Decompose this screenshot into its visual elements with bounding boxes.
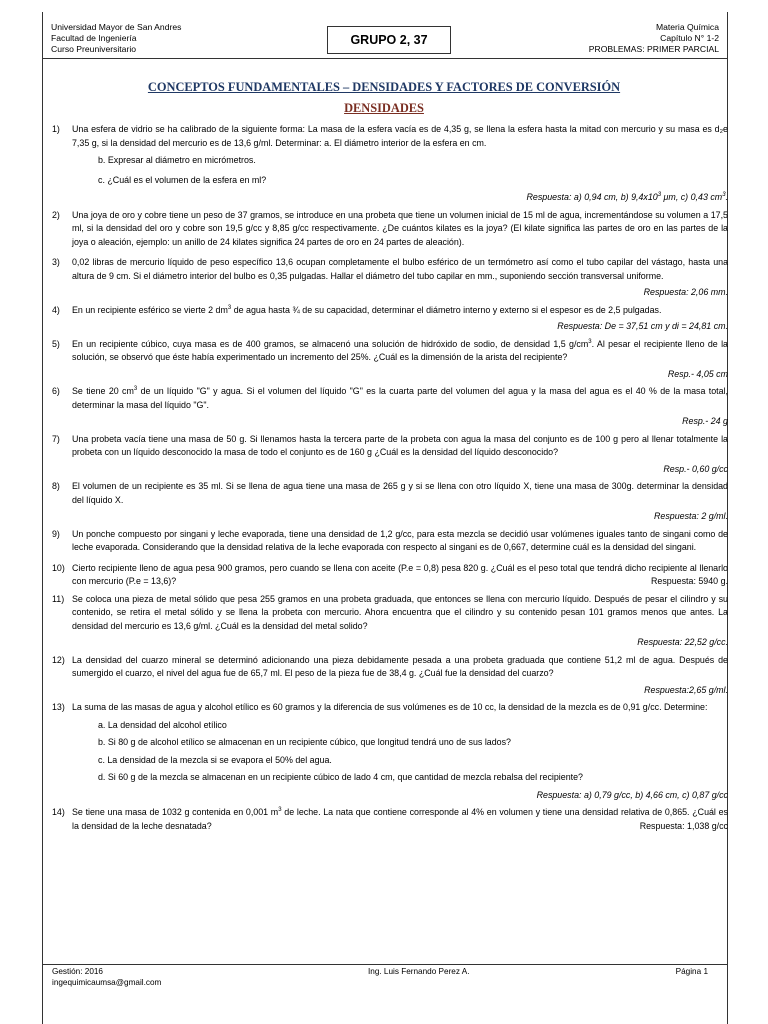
problem-number: 13) [52,702,65,712]
footer-page-number: Página 1 [675,967,708,976]
problem-5-answer: Resp.- 4,05 cm [667,368,728,379]
problem-13 [52,701,728,715]
footer-author: Ing. Luis Fernando Perez A. [368,967,470,976]
footer-email: ingequimicaumsa@gmail.com [52,977,162,987]
problem-9 [52,528,728,555]
problem-number: 7) [52,433,60,444]
problem-text: La suma de las masas de agua y alcohol etílico es 60 gramos y la diferencia de sus volúmenes es de 10 cc, la densidad de la mezcla es de 0,91 g/cc. Determine: [72,702,708,712]
problem-3-answer: Respuesta: 2,06 mm. [643,287,728,297]
problem-4: 4) En un recipiente esférico se vierte 2 $dm^3$ de agua hasta ¾ de su capacidad, determinar el diámetro interno y externo si el espesor es de 2,5 pulgadas. [52,304,728,318]
problem-12 [52,654,728,681]
problem-text: La densidad del cuarzo mineral se determinó adicionando una pieza debidamente pesada a una probeta graduada que contiene 51,2 ml de agua. Después de sumergido el cuarzo, el nivel del agua fue de 65,7 ml. El peso de la pieza fue de 38,4 g. ¿Cuál fue la densidad del cuarzo? [72,654,728,678]
problem-number: 10) [52,562,65,573]
problem-text: Se coloca una pieza de metal sólido que pesa 255 gramos en una probeta graduada, que entonces se llena con mercurio líquido. Después de pesar el cilindro y su contenido, se retira el metal sólido y se llena la probeta con mercurio. Ahora encuentra que el cilindro y su contenido pesan 101 gramos menos que antes. La densidad del mercurio es 13,6 g/ml. ¿Cuál es la densidad del metal solido? [72,593,728,631]
problem-4-answer: Respuesta: De = 37,51 cm y di = 24,81 cm. [557,321,728,331]
header-problems: PROBLEMAS: PRIMER PARCIAL [588,44,719,54]
problem-11 [52,593,728,634]
section-title: DENSIDADES [344,101,424,115]
problem-number: 11) [52,593,65,604]
header-chapter: Capítulo N° 1-2 [660,33,719,43]
problem-14-answer: Respuesta: 1,038 g/cc [639,820,728,831]
problem-number: 3) [52,257,60,267]
document-title: CONCEPTOS FUNDAMENTALES – DENSIDADES Y FACTORES DE CONVERSIÓN [147,80,621,94]
problem-text: Una probeta vacía tiene una masa de 50 g. Si llenamos hasta la tercera parte de la probeta con agua la masa del conjunto es de 100 g pero al llenar totalmente la probeta con un líquido desconocido la masa de todo el conjunto es de 160 g ¿Cuál es la densidad del líquido desconocido? [72,433,728,457]
header-group-box: GRUPO 2, 37 [327,26,451,54]
problem-11-answer: Respuesta: 22,52 g/cc. [637,637,728,647]
header-faculty: Facultad de Ingeniería [51,33,137,43]
problem-13-part-c: c. La densidad de la mezcla si se evapora el 50% del agua. [98,754,332,765]
problem-number: 9) [52,528,60,539]
problem-14: 14) Se tiene una masa de 1032 g contenida en 0,001 $m^3$ de leche. La nata que contiene corresponde al 4% en volumen y tiene una densidad relativa de 0,865. ¿Cuál es la densidad de la leche desnatada? Respuesta: 1,038 g/cc [52,806,728,833]
problem-12-answer: Respuesta:2,65 g/ml. [644,684,728,695]
problem-7 [52,433,728,460]
header-institution [51,22,181,55]
problem-text: Una joya de oro y cobre tiene un peso de 37 gramos, se introduce en una probeta que tiene un volumen inicial de 15 ml de agua, incrementándose su volumen a 17,5 ml, si la densidad del oro y cobre son 19,5 g/cc y 8,85 g/cc respectivamente. ¿De cuántos kilates es la joya? (El kilate significa las partes de oro en las partes de la joya o aleación, ejemplo: un anillo de 24 kilates significa 24 partes de oro en 24 partes de aleación). [72,209,728,247]
problem-6-answer: Resp.- 24 g [682,416,728,426]
header-materia: Materia Química [655,22,719,32]
footer-left [52,967,161,988]
problem-number: 1) [52,124,60,134]
problem-number: 6) [52,386,60,396]
problem-8-answer: Respuesta: 2 g/ml. [654,511,728,521]
problem-1-answer: Respuesta: a) 0,94 cm, b) $9,4x10^3$ μm, c) 0,43 $cm^3$. [526,192,728,202]
problem-8 [52,480,728,507]
problem-number: 8) [52,481,60,491]
problem-number: 12) [52,654,65,665]
problem-10-answer: Respuesta: 5940 g. [651,576,728,586]
problem-1 [52,123,728,150]
problem-6: 6) Se tiene 20 $cm^3$ de un líquido "G" y agua. Si el volumen del líquido "G" es la cuarta parte del volumen del agua y la masa del agua es el 40 % de la masa total, determinar la masa del líquido "G". [52,386,728,410]
problem-number: 14) [52,807,65,817]
problem-13-part-d: d. Si 60 g de la mezcla se almacenan en un recipiente cúbico de lado 4 cm, que cantidad de mezcla rebalsa del recipiente? [98,772,583,782]
problem-13-answer: Respuesta: a) 0,79 g/cc, b) 4,66 cm, c) 0,87 g/cc [536,789,728,800]
problem-text: El volumen de un recipiente es 35 ml. Si se llena de agua tiene una masa de 265 g y si se llena con otro líquido X, tiene una masa de 300g. determinar la densidad del líquido X. [72,481,728,505]
page-header [43,12,727,59]
problem-3 [52,256,728,283]
problem-text: Una esfera de vidrio se ha calibrado de la siguiente forma: La masa de la esfera vacía es de 4,35 g, se llena la esfera hasta la mitad con mercurio y su masa es d₂e 7,35 g, si la densidad del mercurio es de 13,6 g/ml. Determinar: a. El diámetro interior de la esfera en cm. [72,124,728,148]
problem-text: Un ponche compuesto por singani y leche evaporada, tiene una densidad de 1,2 g/cc, para esta mezcla se decidió usar volúmenes iguales tanto de singani como de leche evaporada. Considerando que la densidad relativa de la leche evaporada con respecto al singani es de 0,667, determine cuál es la densidad del singani. [72,528,728,552]
problem-7-answer: Resp.- 0,60 g/cc [663,463,728,474]
problem-list [52,123,728,833]
problem-2 [52,209,728,250]
problem-1-part-b: b. Expresar al diámetro en micrómetros. [98,155,256,165]
problem-5: 5) En un recipiente cúbico, cuya masa es de 400 gramos, se almacenó una solución de hidróxido de sodio, de densidad 1,5 $g/cm^3$. Al pesar el recipiente lleno de la solución, se observó que éste había experimentado un incremento del 25%. ¿Cuál es la dimensión de la arista del recipiente? [52,338,728,362]
problem-13-part-b: b. Si 80 g de alcohol etílico se almacenan en un recipiente cúbico, que longitud tendrá uno de sus lados? [98,737,511,747]
footer-year: Gestión: 2016 [52,967,103,976]
header-university: Universidad Mayor de San Andres [51,22,182,32]
problem-text: 0,02 libras de mercurio líquido de peso específico 13,6 ocupan completamente el bulbo esférico de un termómetro así como el tubo capilar del vástago, hasta una altura de 9 cm. Si el diámetro interior del bulbo es 0,35 pulgadas. Hallar el diámetro del tubo capilar en mm., suponiendo sección transversal uniforme. [72,257,728,281]
problem-1-part-c: c. ¿Cuál es el volumen de la esfera en ml? [98,174,267,185]
problem-10 [52,562,728,589]
problem-number: 5) [52,338,60,349]
problem-number: 2) [52,209,60,220]
problem-13-part-a: a. La densidad del alcohol etílico [98,719,227,730]
header-subject [589,22,719,55]
page-footer [42,964,728,987]
problem-number: 4) [52,304,60,315]
header-course: Curso Preuniversitario [51,44,137,54]
problem-text: Cierto recipiente lleno de agua pesa 900 gramos, pero cuando se llena con aceite (P.e = 0,8) pesa 820 g. ¿Cuál es el peso total que tendrá dicho recipiente al llenarlo con mercurio (P.e = 13,6)? [72,562,728,586]
